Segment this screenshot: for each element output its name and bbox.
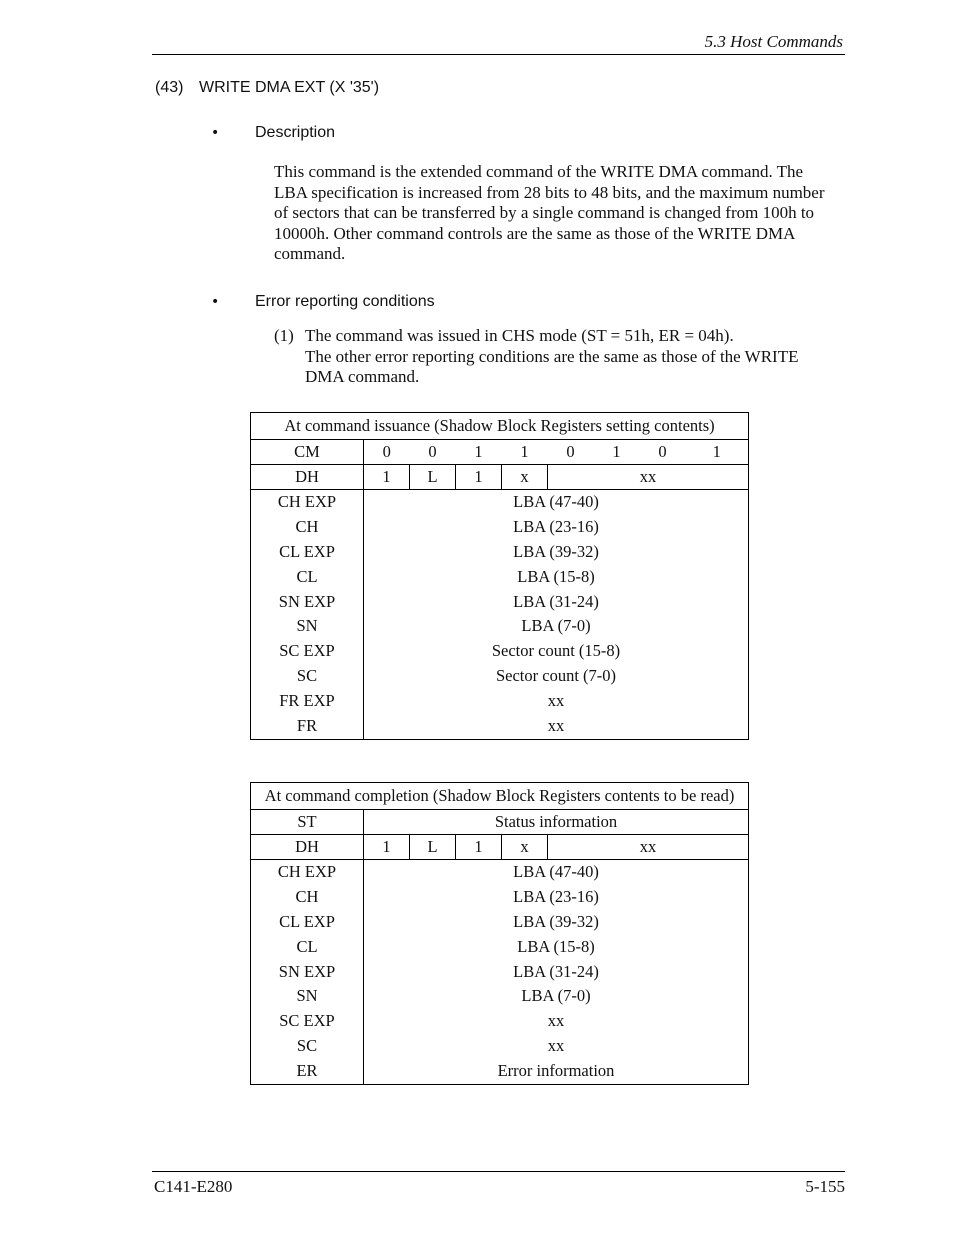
register-value: xx xyxy=(547,716,565,736)
bit-cell: 0 xyxy=(410,440,456,465)
register-body xyxy=(251,490,749,740)
register-label: FR EXP xyxy=(279,691,335,711)
dh-row xyxy=(251,465,749,490)
register-label: CL xyxy=(296,566,318,586)
register-value: Sector count (15-8) xyxy=(491,641,621,661)
bit-cell: xx xyxy=(548,465,749,490)
register-value: xx xyxy=(547,1011,565,1031)
page-footer xyxy=(152,1171,845,1196)
bit-cell: 0 xyxy=(364,440,410,465)
description-line: LBA specification is increased from 28 bits to 48 bits, and the maximum number xyxy=(274,182,825,202)
page-number: 5-155 xyxy=(805,1177,845,1196)
register-value: LBA (31-24) xyxy=(513,591,599,611)
register-label: CL xyxy=(296,936,318,956)
register-value: LBA (47-40) xyxy=(513,862,599,881)
page-header xyxy=(152,30,845,55)
bit-cell: x xyxy=(502,835,548,860)
completion-register-table xyxy=(250,782,749,1085)
description-line: command. xyxy=(274,244,346,263)
bit-cell: 1 xyxy=(594,440,640,465)
register-labels xyxy=(251,860,364,1085)
error-heading: Error reporting conditions xyxy=(255,293,435,310)
command-number: (43) xyxy=(155,79,184,96)
register-values xyxy=(364,490,749,740)
description-line: of sectors that can be transferred by a single command is changed from 100h to xyxy=(274,203,815,222)
bit-cell: 1 xyxy=(502,440,548,465)
register-value: LBA (15-8) xyxy=(517,566,595,586)
description-paragraph xyxy=(274,162,840,265)
bullet-icon: • xyxy=(211,125,220,141)
register-label: SC EXP xyxy=(279,641,335,661)
register-value: LBA (7-0) xyxy=(521,986,591,1006)
bit-cell: 0 xyxy=(640,440,686,465)
dh-row xyxy=(251,835,749,860)
issuance-table-title: At command issuance (Shadow Block Registers setting contents) xyxy=(251,413,749,440)
register-label: FR xyxy=(296,716,318,736)
register-label: CH xyxy=(295,886,319,906)
register-label: ER xyxy=(296,1061,318,1081)
register-label: CH EXP xyxy=(277,862,337,881)
register-label: CH xyxy=(295,516,319,536)
bit-cell: x xyxy=(502,465,548,490)
error-bullet xyxy=(211,293,435,311)
register-value: xx xyxy=(547,691,565,711)
register-label: SC EXP xyxy=(279,1011,335,1031)
command-title: WRITE DMA EXT (X '35') xyxy=(199,79,380,96)
bit-cell: L xyxy=(410,465,456,490)
error-item-number: (1) xyxy=(274,326,294,345)
register-label: SN xyxy=(296,986,318,1006)
description-heading: Description xyxy=(255,124,336,141)
error-line: DMA command. xyxy=(305,367,420,386)
register-label: SN xyxy=(296,616,318,636)
register-value: Sector count (7-0) xyxy=(495,666,617,686)
document-id: C141-E280 xyxy=(154,1177,233,1196)
bullet-icon: • xyxy=(211,294,220,310)
section-title: 5.3 Host Commands xyxy=(704,32,843,51)
error-condition-item xyxy=(274,326,840,388)
register-value: LBA (15-8) xyxy=(517,936,595,956)
register-label: SC xyxy=(296,666,318,686)
description-line: 10000h. Other command controls are the same as those of the WRITE DMA xyxy=(274,223,796,243)
register-label: CH EXP xyxy=(277,492,337,511)
register-body xyxy=(251,860,749,1085)
command-heading xyxy=(155,79,379,97)
register-value: LBA (7-0) xyxy=(521,616,591,636)
register-label: SN EXP xyxy=(278,961,336,981)
register-value: LBA (23-16) xyxy=(513,516,599,536)
register-label: SC xyxy=(296,1036,318,1056)
bit-cell: 1 xyxy=(456,440,502,465)
description-line: This command is the extended command of the WRITE DMA command. The xyxy=(274,162,804,181)
register-label: DH xyxy=(251,835,364,860)
register-value: LBA (39-32) xyxy=(513,541,599,561)
bit-cell: 0 xyxy=(548,440,594,465)
st-row xyxy=(251,810,749,835)
bit-cell: 1 xyxy=(686,440,749,465)
register-value: Error information xyxy=(497,1061,615,1081)
bit-cell: L xyxy=(410,835,456,860)
register-value: LBA (31-24) xyxy=(513,961,599,981)
register-label: SN EXP xyxy=(278,591,336,611)
register-labels xyxy=(251,490,364,740)
register-value: LBA (39-32) xyxy=(513,911,599,931)
register-value: xx xyxy=(547,1036,565,1056)
register-values xyxy=(364,860,749,1085)
bit-cell: 1 xyxy=(456,835,502,860)
bit-cell: 1 xyxy=(456,465,502,490)
error-line: The command was issued in CHS mode (ST = 51h, ER = 04h). xyxy=(305,326,734,345)
register-label: CL EXP xyxy=(279,541,335,561)
register-label: ST xyxy=(251,810,364,835)
error-line: The other error reporting conditions are the same as those of the WRITE xyxy=(305,346,799,366)
register-label: CM xyxy=(251,440,364,465)
issuance-register-table xyxy=(250,412,749,740)
register-value: LBA (47-40) xyxy=(513,492,599,511)
description-bullet xyxy=(211,124,335,142)
register-label: CL EXP xyxy=(279,911,335,931)
register-value: LBA (23-16) xyxy=(513,886,599,906)
cm-row xyxy=(251,440,749,465)
status-value: Status information xyxy=(364,810,749,835)
completion-table-title: At command completion (Shadow Block Registers contents to be read) xyxy=(251,783,749,810)
bit-cell: xx xyxy=(548,835,749,860)
register-label: DH xyxy=(251,465,364,490)
bit-cell: 1 xyxy=(364,465,410,490)
bit-cell: 1 xyxy=(364,835,410,860)
